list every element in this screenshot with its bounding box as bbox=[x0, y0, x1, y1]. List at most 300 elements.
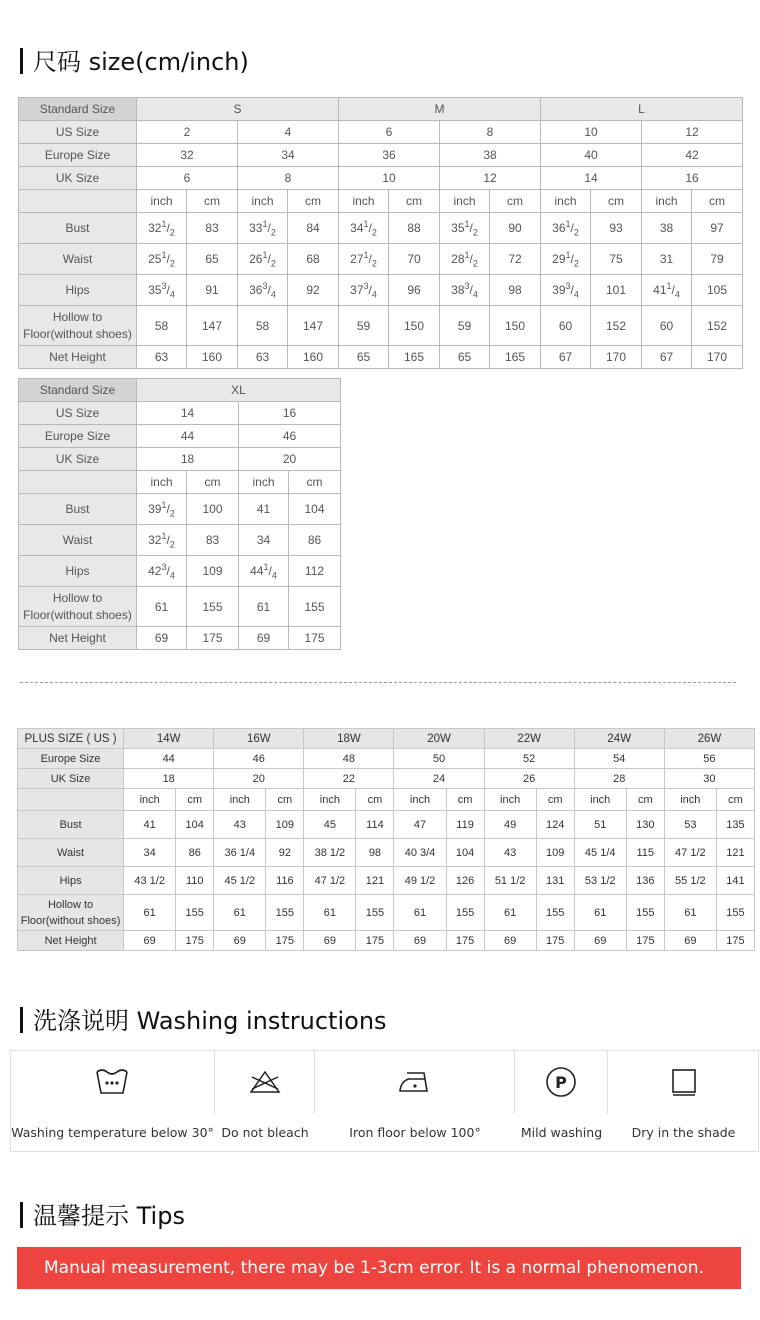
fraction-value: $33^1/_2$ bbox=[249, 218, 276, 238]
table-cell bbox=[440, 244, 490, 275]
table-cell: 75 bbox=[591, 244, 642, 275]
table-cell: 30 bbox=[664, 769, 754, 789]
table-cell: Hips bbox=[19, 556, 137, 587]
table-cell: 83 bbox=[187, 213, 238, 244]
table-cell: 41 bbox=[239, 494, 289, 525]
table-cell bbox=[18, 789, 124, 811]
table-cell: 63 bbox=[137, 346, 187, 369]
washtub-30-icon bbox=[95, 1068, 129, 1096]
table-cell: 10 bbox=[541, 121, 642, 144]
table-cell: cm bbox=[446, 789, 484, 811]
table-cell bbox=[137, 275, 187, 306]
table-cell: 34 bbox=[239, 525, 289, 556]
table-cell: inch bbox=[440, 190, 490, 213]
table-cell: inch bbox=[304, 789, 356, 811]
table-cell: 170 bbox=[692, 346, 743, 369]
table-cell: 44 bbox=[124, 749, 214, 769]
table-cell: Hips bbox=[18, 867, 124, 895]
table-cell: 61 bbox=[574, 895, 626, 931]
table-cell: 51 bbox=[574, 811, 626, 839]
fraction-value: $28^1/_2$ bbox=[451, 249, 478, 269]
table-cell: 22 bbox=[304, 769, 394, 789]
table-cell: 98 bbox=[356, 839, 394, 867]
table-cell: 45 1/2 bbox=[214, 867, 266, 895]
fraction-value: $34^1/_2$ bbox=[350, 218, 377, 238]
table-cell: cm bbox=[187, 471, 239, 494]
table-cell: 67 bbox=[541, 346, 591, 369]
table-cell: 175 bbox=[187, 627, 239, 650]
plus-size-group: 26W bbox=[664, 729, 754, 749]
table-cell: UK Size bbox=[19, 167, 137, 190]
table-cell: 54 bbox=[574, 749, 664, 769]
dry-shade-icon bbox=[670, 1067, 698, 1097]
table-cell: 59 bbox=[440, 306, 490, 346]
plus-size-group: 20W bbox=[394, 729, 484, 749]
table-cell: 84 bbox=[288, 213, 339, 244]
table-cell: inch bbox=[339, 190, 389, 213]
table-cell: inch bbox=[484, 789, 536, 811]
table-cell bbox=[137, 244, 187, 275]
table-cell: inch bbox=[137, 190, 187, 213]
table-cell: 41 bbox=[124, 811, 176, 839]
table-cell: 31 bbox=[642, 244, 692, 275]
table-cell: 49 bbox=[484, 811, 536, 839]
table-cell bbox=[440, 213, 490, 244]
plus-size-group: 22W bbox=[484, 729, 574, 749]
table-cell: 130 bbox=[626, 811, 664, 839]
table-cell: 86 bbox=[289, 525, 341, 556]
table-cell: 160 bbox=[187, 346, 238, 369]
table-row bbox=[18, 895, 755, 931]
table-cell: 61 bbox=[394, 895, 446, 931]
table-row-header bbox=[18, 729, 755, 749]
table-cell: 119 bbox=[446, 811, 484, 839]
table-cell: 38 1/2 bbox=[304, 839, 356, 867]
table-cell: inch bbox=[238, 190, 288, 213]
table-cell: 36 bbox=[339, 144, 440, 167]
table-cell: Europe Size bbox=[19, 425, 137, 448]
table-cell: 150 bbox=[389, 306, 440, 346]
table-row bbox=[19, 144, 743, 167]
size-table-xl bbox=[18, 378, 341, 650]
table-cell: 109 bbox=[266, 811, 304, 839]
table-cell: 4 bbox=[238, 121, 339, 144]
table-cell: 93 bbox=[591, 213, 642, 244]
table-cell: 38 bbox=[642, 213, 692, 244]
table-cell: 105 bbox=[692, 275, 743, 306]
table-row-units bbox=[19, 471, 341, 494]
table-cell: 104 bbox=[289, 494, 341, 525]
table-cell: 69 bbox=[304, 931, 356, 951]
table-row-units bbox=[18, 789, 755, 811]
table-cell: Bust bbox=[18, 811, 124, 839]
table-cell: cm bbox=[289, 471, 341, 494]
table-cell: 38 bbox=[440, 144, 541, 167]
washing-instructions bbox=[10, 1050, 759, 1152]
table-cell: 110 bbox=[176, 867, 214, 895]
table-cell: 175 bbox=[356, 931, 394, 951]
size-group: M bbox=[339, 98, 541, 121]
table-cell: 155 bbox=[289, 587, 341, 627]
table-cell: 20 bbox=[214, 769, 304, 789]
table-cell: cm bbox=[389, 190, 440, 213]
table-cell: 14 bbox=[541, 167, 642, 190]
table-row bbox=[19, 425, 341, 448]
table-cell: 98 bbox=[490, 275, 541, 306]
table-cell: 40 bbox=[541, 144, 642, 167]
table-row bbox=[19, 402, 341, 425]
table-cell: US Size bbox=[19, 402, 137, 425]
table-cell: 44 bbox=[137, 425, 239, 448]
fraction-value: $29^1/_2$ bbox=[552, 249, 579, 269]
table-row bbox=[19, 213, 743, 244]
table-cell: 109 bbox=[187, 556, 239, 587]
size-table-standard bbox=[18, 97, 743, 369]
table-cell bbox=[137, 525, 187, 556]
table-cell: 160 bbox=[288, 346, 339, 369]
dashed-divider bbox=[20, 682, 736, 683]
table-row bbox=[19, 121, 743, 144]
table-cell: 18 bbox=[124, 769, 214, 789]
table-cell: 61 bbox=[239, 587, 289, 627]
table-cell: Waist bbox=[18, 839, 124, 867]
table-cell: 65 bbox=[440, 346, 490, 369]
table-cell: cm bbox=[356, 789, 394, 811]
table-cell: 20 bbox=[239, 448, 341, 471]
table-row bbox=[18, 931, 755, 951]
plus-size-table bbox=[17, 728, 755, 951]
table-cell: 88 bbox=[389, 213, 440, 244]
table-cell: Bust bbox=[19, 213, 137, 244]
table-cell bbox=[339, 213, 389, 244]
fraction-value: $39^3/_4$ bbox=[552, 280, 579, 300]
table-row bbox=[19, 627, 341, 650]
table-cell: inch bbox=[664, 789, 716, 811]
table-cell: 53 bbox=[664, 811, 716, 839]
fraction-value: $26^1/_2$ bbox=[249, 249, 276, 269]
fraction-value: $32^1/_2$ bbox=[148, 530, 175, 550]
table-cell: cm bbox=[187, 190, 238, 213]
table-cell bbox=[642, 275, 692, 306]
table-cell: Hips bbox=[19, 275, 137, 306]
table-row bbox=[19, 494, 341, 525]
table-cell: 8 bbox=[440, 121, 541, 144]
table-cell: 69 bbox=[239, 627, 289, 650]
table-cell: 114 bbox=[356, 811, 394, 839]
table-cell: 26 bbox=[484, 769, 574, 789]
table-cell: 40 3/4 bbox=[394, 839, 446, 867]
table-cell: 97 bbox=[692, 213, 743, 244]
table-cell bbox=[541, 275, 591, 306]
table-cell: cm bbox=[591, 190, 642, 213]
table-cell: 18 bbox=[137, 448, 239, 471]
table-cell: 136 bbox=[626, 867, 664, 895]
table-cell: 59 bbox=[339, 306, 389, 346]
table-cell: 70 bbox=[389, 244, 440, 275]
wash-item-mild bbox=[515, 1050, 608, 1152]
size-group: XL bbox=[137, 379, 341, 402]
table-cell: Hollow to Floor(without shoes) bbox=[18, 895, 124, 931]
table-cell: 58 bbox=[238, 306, 288, 346]
table-cell: 65 bbox=[187, 244, 238, 275]
table-cell: 150 bbox=[490, 306, 541, 346]
table-cell: US Size bbox=[19, 121, 137, 144]
table-cell: 100 bbox=[187, 494, 239, 525]
table-cell: 135 bbox=[716, 811, 754, 839]
table-cell: 36 1/4 bbox=[214, 839, 266, 867]
table-cell: 68 bbox=[288, 244, 339, 275]
table-cell: 34 bbox=[238, 144, 339, 167]
table-cell: 2 bbox=[137, 121, 238, 144]
table-cell bbox=[137, 213, 187, 244]
size-group: L bbox=[541, 98, 743, 121]
table-cell: 155 bbox=[536, 895, 574, 931]
table-cell: 61 bbox=[484, 895, 536, 931]
tips-banner: Manual measurement, there may be 1-3cm error. It is a normal phenomenon. bbox=[17, 1247, 741, 1289]
table-cell: 96 bbox=[389, 275, 440, 306]
table-cell: 56 bbox=[664, 749, 754, 769]
table-row bbox=[18, 811, 755, 839]
table-cell: 48 bbox=[304, 749, 394, 769]
fraction-value: $44^1/_4$ bbox=[250, 561, 277, 581]
fraction-value: $41^1/_4$ bbox=[653, 280, 680, 300]
table-cell: inch bbox=[214, 789, 266, 811]
table-cell: 69 bbox=[574, 931, 626, 951]
table-cell: 141 bbox=[716, 867, 754, 895]
table-row bbox=[19, 587, 341, 627]
table-cell: 46 bbox=[239, 425, 341, 448]
table-cell bbox=[541, 213, 591, 244]
table-cell: 131 bbox=[536, 867, 574, 895]
table-cell: 43 bbox=[214, 811, 266, 839]
table-cell: 16 bbox=[642, 167, 743, 190]
plus-size-group: 14W bbox=[124, 729, 214, 749]
table-cell: 60 bbox=[642, 306, 692, 346]
size-section-title: 尺码 size(cm/inch) bbox=[20, 47, 249, 77]
table-cell: inch bbox=[574, 789, 626, 811]
table-cell: 155 bbox=[266, 895, 304, 931]
plus-size-group: 18W bbox=[304, 729, 394, 749]
fraction-value: $32^1/_2$ bbox=[148, 218, 175, 238]
table-cell: 92 bbox=[266, 839, 304, 867]
table-cell: 175 bbox=[176, 931, 214, 951]
table-cell: 124 bbox=[536, 811, 574, 839]
wash-item-label: Dry in the shade bbox=[631, 1125, 736, 1140]
table-cell: 43 1/2 bbox=[124, 867, 176, 895]
table-row bbox=[18, 749, 755, 769]
table-cell: 155 bbox=[187, 587, 239, 627]
table-cell: 170 bbox=[591, 346, 642, 369]
table-row bbox=[19, 346, 743, 369]
table-cell: 104 bbox=[446, 839, 484, 867]
table-cell: Bust bbox=[19, 494, 137, 525]
table-cell: 79 bbox=[692, 244, 743, 275]
table-cell: inch bbox=[137, 471, 187, 494]
table-cell: 116 bbox=[266, 867, 304, 895]
table-cell: 10 bbox=[339, 167, 440, 190]
table-cell: Waist bbox=[19, 525, 137, 556]
table-cell: cm bbox=[626, 789, 664, 811]
table-cell: 55 1/2 bbox=[664, 867, 716, 895]
wash-item-bleach bbox=[215, 1050, 315, 1152]
table-cell: 69 bbox=[137, 627, 187, 650]
table-cell: 43 bbox=[484, 839, 536, 867]
fraction-value: $25^1/_2$ bbox=[148, 249, 175, 269]
table-cell: 60 bbox=[541, 306, 591, 346]
table-cell: 165 bbox=[490, 346, 541, 369]
table-cell bbox=[541, 244, 591, 275]
table-cell: 155 bbox=[176, 895, 214, 931]
table-cell: 86 bbox=[176, 839, 214, 867]
table-cell bbox=[440, 275, 490, 306]
fraction-value: $35^1/_2$ bbox=[451, 218, 478, 238]
wash-item-iron bbox=[315, 1050, 515, 1152]
table-cell: Europe Size bbox=[18, 749, 124, 769]
table-cell: 165 bbox=[389, 346, 440, 369]
table-cell: 175 bbox=[536, 931, 574, 951]
wash-item-dry bbox=[608, 1050, 759, 1152]
wash-item-label: Do not bleach bbox=[221, 1125, 309, 1140]
table-cell: 175 bbox=[626, 931, 664, 951]
table-cell: 47 1/2 bbox=[304, 867, 356, 895]
table-cell bbox=[137, 556, 187, 587]
table-cell: Waist bbox=[19, 244, 137, 275]
table-cell: cm bbox=[490, 190, 541, 213]
table-row bbox=[19, 525, 341, 556]
table-cell: inch bbox=[124, 789, 176, 811]
table-cell: 6 bbox=[339, 121, 440, 144]
table-row bbox=[19, 275, 743, 306]
table-cell bbox=[19, 190, 137, 213]
table-cell: cm bbox=[536, 789, 574, 811]
wash-item-label: Washing temperature below 30° bbox=[11, 1125, 214, 1140]
table-cell: 104 bbox=[176, 811, 214, 839]
table-row-header bbox=[19, 98, 743, 121]
fraction-value: $38^3/_4$ bbox=[451, 280, 478, 300]
table-cell: 47 bbox=[394, 811, 446, 839]
table-cell bbox=[238, 244, 288, 275]
table-cell: inch bbox=[642, 190, 692, 213]
table-cell: inch bbox=[541, 190, 591, 213]
table-cell: 32 bbox=[137, 144, 238, 167]
fraction-value: $27^1/_2$ bbox=[350, 249, 377, 269]
table-cell: 14 bbox=[137, 402, 239, 425]
table-cell: Hollow to Floor(without shoes) bbox=[19, 587, 137, 627]
table-cell: 175 bbox=[446, 931, 484, 951]
iron-icon bbox=[397, 1069, 433, 1095]
table-cell bbox=[339, 244, 389, 275]
table-cell: 61 bbox=[124, 895, 176, 931]
mild-wash-p-icon bbox=[545, 1066, 577, 1098]
table-cell: 91 bbox=[187, 275, 238, 306]
standard-size-label: Standard Size bbox=[19, 98, 137, 121]
table-cell: 61 bbox=[137, 587, 187, 627]
table-row bbox=[18, 867, 755, 895]
table-cell: inch bbox=[394, 789, 446, 811]
wash-item-label: Iron floor below 100° bbox=[349, 1125, 481, 1140]
wash-item-label: Mild washing bbox=[520, 1125, 603, 1140]
table-cell: cm bbox=[692, 190, 743, 213]
table-cell: 67 bbox=[642, 346, 692, 369]
table-cell: 155 bbox=[716, 895, 754, 931]
table-cell: Hollow to Floor(without shoes) bbox=[19, 306, 137, 346]
wash-item-temperature bbox=[10, 1050, 215, 1152]
table-row bbox=[19, 448, 341, 471]
table-cell: Net Height bbox=[19, 627, 137, 650]
table-row-units bbox=[19, 190, 743, 213]
table-cell: UK Size bbox=[19, 448, 137, 471]
fraction-value: $37^3/_4$ bbox=[350, 280, 377, 300]
washing-section-title: 洗涤说明 Washing instructions bbox=[20, 1006, 387, 1036]
no-bleach-icon bbox=[248, 1069, 282, 1095]
table-cell: 175 bbox=[716, 931, 754, 951]
fraction-value: $36^3/_4$ bbox=[249, 280, 276, 300]
plus-size-group: 16W bbox=[214, 729, 304, 749]
size-group: S bbox=[137, 98, 339, 121]
table-cell: cm bbox=[288, 190, 339, 213]
table-cell bbox=[19, 471, 137, 494]
table-cell: 126 bbox=[446, 867, 484, 895]
table-cell: 45 bbox=[304, 811, 356, 839]
table-cell: 155 bbox=[626, 895, 664, 931]
table-cell: 152 bbox=[692, 306, 743, 346]
table-cell: 53 1/2 bbox=[574, 867, 626, 895]
fraction-value: $35^3/_4$ bbox=[148, 280, 175, 300]
table-cell: 69 bbox=[214, 931, 266, 951]
table-cell: 155 bbox=[446, 895, 484, 931]
table-cell: 65 bbox=[339, 346, 389, 369]
table-cell: 47 1/2 bbox=[664, 839, 716, 867]
fraction-value: $36^1/_2$ bbox=[552, 218, 579, 238]
table-cell: Net Height bbox=[18, 931, 124, 951]
table-cell: UK Size bbox=[18, 769, 124, 789]
table-cell: 69 bbox=[664, 931, 716, 951]
table-cell: 46 bbox=[214, 749, 304, 769]
table-cell: 16 bbox=[239, 402, 341, 425]
table-cell: 69 bbox=[394, 931, 446, 951]
table-cell: 8 bbox=[238, 167, 339, 190]
table-cell bbox=[238, 213, 288, 244]
table-cell: 51 1/2 bbox=[484, 867, 536, 895]
svg-text:P: P bbox=[555, 1073, 567, 1092]
table-cell: cm bbox=[716, 789, 754, 811]
table-row bbox=[19, 306, 743, 346]
table-cell: 24 bbox=[394, 769, 484, 789]
table-cell: cm bbox=[176, 789, 214, 811]
table-cell: 63 bbox=[238, 346, 288, 369]
table-cell: 50 bbox=[394, 749, 484, 769]
table-row bbox=[19, 167, 743, 190]
plus-size-group: 24W bbox=[574, 729, 664, 749]
table-cell: 115 bbox=[626, 839, 664, 867]
table-cell: 155 bbox=[356, 895, 394, 931]
table-cell: 69 bbox=[124, 931, 176, 951]
table-cell: Europe Size bbox=[19, 144, 137, 167]
table-cell: 147 bbox=[288, 306, 339, 346]
table-cell: 175 bbox=[266, 931, 304, 951]
table-cell: 61 bbox=[304, 895, 356, 931]
plus-size-label: PLUS SIZE ( US ) bbox=[18, 729, 124, 749]
table-cell: 121 bbox=[716, 839, 754, 867]
table-cell: Net Height bbox=[19, 346, 137, 369]
table-cell: 92 bbox=[288, 275, 339, 306]
table-row bbox=[18, 769, 755, 789]
table-cell: 175 bbox=[289, 627, 341, 650]
table-cell: 58 bbox=[137, 306, 187, 346]
table-cell bbox=[339, 275, 389, 306]
table-cell: 121 bbox=[356, 867, 394, 895]
table-cell: 12 bbox=[642, 121, 743, 144]
